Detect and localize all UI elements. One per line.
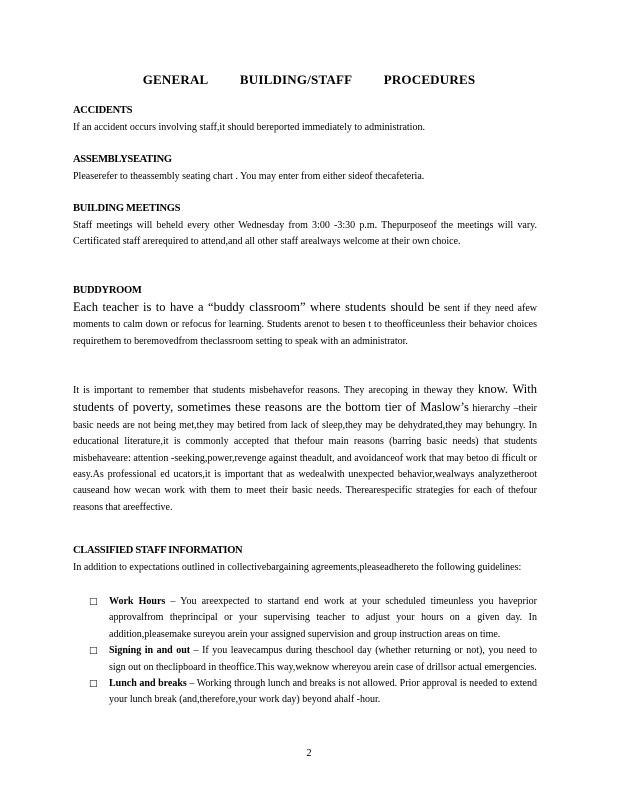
- buddyroom-text: It is important to remember that students misbehavefor reasons. They arecoping in theway they: [73, 385, 474, 396]
- list-item-term: Work Hours: [109, 596, 166, 607]
- list-item-text: – Working through lunch and breaks is not allowed. Prior approval is needed to extend your lunch break (and,therefore,your work day) beyond ahalf -hour.: [109, 678, 537, 706]
- list-item: [73, 594, 537, 643]
- page-title: [0, 72, 618, 88]
- list-item-term: Lunch and breaks: [109, 678, 187, 690]
- buddyroom-text-large: know. With students of poverty, sometimes these reasons are the bottom tier of Maslow’s: [73, 382, 537, 415]
- list-item-text: – If you leavecampus during theschool day (whether returning or not), you need to sign out on theclipboard in theoffice.This way,weknow whereyou arein case of drillsor actual emergencies.: [109, 645, 537, 673]
- title-word: BUILDING/STAFF: [239, 72, 353, 87]
- meetings-heading: BUILDING MEETINGS: [73, 203, 181, 214]
- buddyroom-paragraph-2: [73, 381, 537, 516]
- list-item: [73, 676, 537, 709]
- meetings-text: Staff meetings will beheld every other Wednesday from 3:00 -3:30 p.m. Thepurposeof the meetings will vary. Certificated staff arerequired to attend,and all other staff arealways welcome at their own choice.: [73, 220, 537, 248]
- buddyroom-text: sent if they need afew moments to calm down or refocus for learning. Students arenot to besen t to theofficeunless their behavior choices requirethem to beremovedfrom theclassroom setting to speak with an administrator.: [73, 303, 537, 347]
- buddyroom-text-large: Each teacher is to have a “buddy classroom” where students should be: [73, 300, 441, 314]
- list-item: [73, 643, 537, 676]
- title-word: PROCEDURES: [383, 72, 476, 87]
- buddyroom-paragraph-1: [73, 299, 537, 350]
- title-word: GENERAL: [142, 72, 209, 87]
- classified-guidelines-list: [73, 594, 537, 709]
- assembly-heading: ASSEMBLYSEATING: [73, 154, 172, 165]
- bullet-icon: □: [89, 679, 98, 690]
- page-number: 2: [306, 748, 312, 759]
- classified-intro: In addition to expectations outlined in collectivebargaining agreements,pleaseadhereto the following guidelines:: [73, 562, 522, 573]
- list-item-term: Signing in and out: [109, 645, 191, 657]
- assembly-text: Pleaserefer to theassembly seating chart . You may enter from either sideof thecafeteria.: [73, 171, 425, 182]
- buddyroom-heading: BUDDYROOM: [73, 285, 142, 296]
- bullet-icon: □: [89, 646, 98, 657]
- buddyroom-text: hierarchy –their basic needs are not being met,they may betired from lack of sleep,they may be dehydrated,they may behungry. In educational literature,it is commonly accepted that thefour main reasons (barring basic needs) that students misbehaveare: attention -seeking,power,revenge against theadult, and avoidanceof work that may betoo di fficult or easy.As professional ed ucators,it is important that as wedealwith unexpected behavior,wealways analyzetheroot causeand how wecan work with them to meet their basic needs. Therearespecific strategies for each of thefour reasons that areeffective.: [73, 403, 537, 513]
- bullet-icon: □: [89, 597, 98, 607]
- accidents-heading: ACCIDENTS: [73, 105, 133, 116]
- classified-heading: CLASSIFIED STAFF INFORMATION: [73, 545, 243, 556]
- accidents-text: If an accident occurs involving staff,it should bereported immediately to administration.: [73, 122, 425, 133]
- list-item-text: – You areexpected to startand end work at your scheduled timeunless you haveprior approvalfrom theprincipal or your supervising teacher to adjust your hours on a given day. In addition,pleasemake sureyou arein your assigned supervision and group instruction areas on time.: [109, 596, 537, 640]
